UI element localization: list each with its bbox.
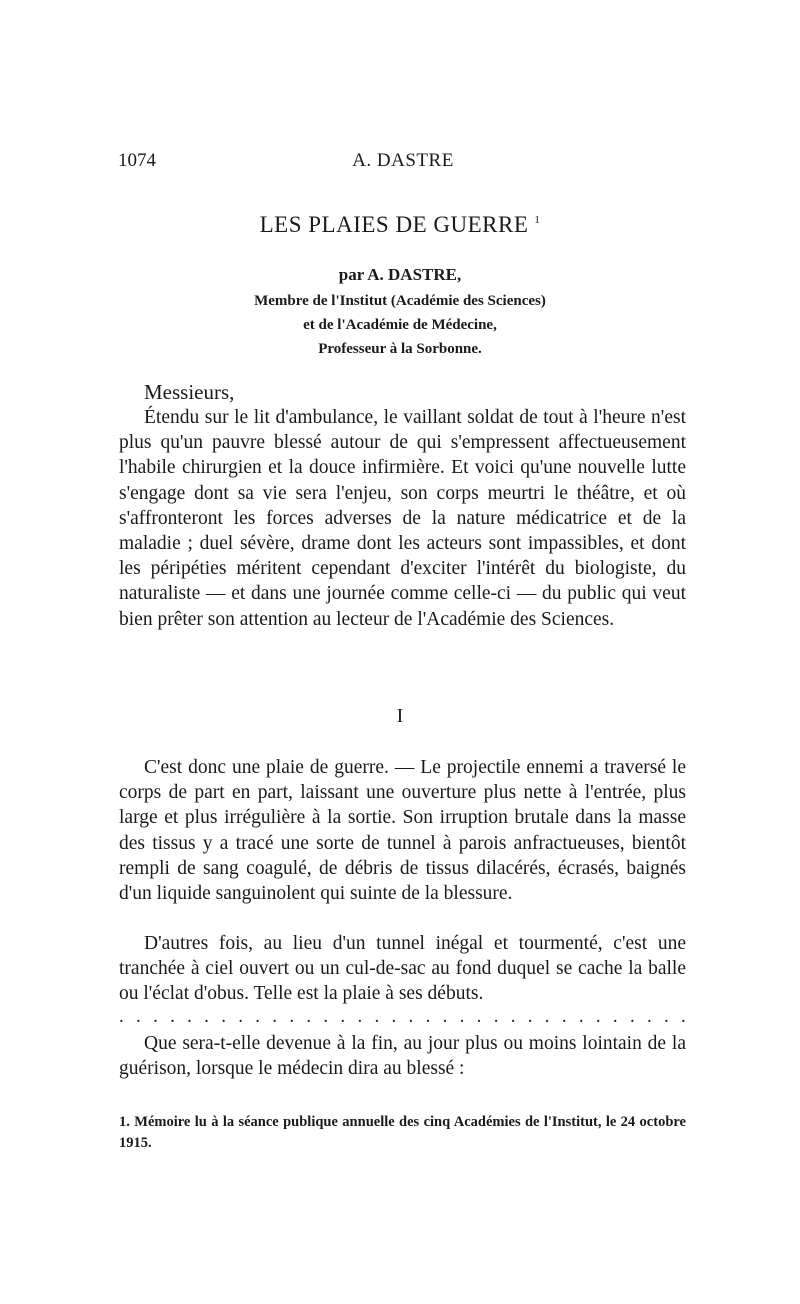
article-title-text: LES PLAIES DE GUERRE	[259, 212, 529, 237]
paragraph-question: Que sera-t-elle devenue à la fin, au jour plus ou moins lointain de la guérison, lorsque le médecin dira au blessé :	[119, 1033, 686, 1080]
running-head: A. DASTRE	[352, 150, 454, 171]
affiliation-line-1: Membre de l'Institut (Académie des Sciences)	[254, 293, 546, 309]
footnote	[119, 1112, 686, 1154]
title-footnote-mark: 1	[534, 214, 541, 227]
page-number: 1074	[118, 150, 156, 171]
article-title	[0, 212, 800, 238]
byline: par A. DASTRE,	[338, 265, 462, 284]
dotted-separator: . . . . . . . . . . . . . . . . . . . . . . . . . . . . . . . . . .	[119, 1006, 686, 1027]
paragraph-intro: Étendu sur le lit d'ambulance, le vaillant soldat de tout à l'heure n'est plus qu'un pauvre blessé autour de qui s'empressent affectueusement l'habile chirurgien et la douce infirmière. Et voici qu'une nouvelle lutte s'engage dont sa vie sera l'enjeu, son corps meurtri le théâtre, et où s'affronteront les forces adverses de la nature médicatrice et de la maladie ; duel sévère, drame dont les acteurs sont impassibles, et dont les péripéties méritent cependant d'exciter l'intérêt du biologiste, du naturaliste — et dans une journée comme celle-ci — du public qui veut bien prêter son attention au lecteur de l'Académie des Sciences.	[119, 407, 686, 630]
page-header	[118, 150, 688, 174]
paragraph-wound: C'est donc une plaie de guerre. — Le projectile ennemi a traversé le corps de part en part, laissant une ouverture plus nette à l'entrée, plus large et plus irrégulière à la sortie. Son irruption brutale dans la masse des tissus y a tracé une sorte de tunnel à parois anfractueuses, bientôt rempli de sang coagulé, de débris de tissus dilacérés, écrasés, baignés d'un liquide sanguinolent qui suinte de la blessure.	[119, 757, 686, 905]
salutation: Messieurs,	[144, 380, 235, 404]
affiliation-line-2: et de l'Académie de Médecine,	[303, 317, 497, 333]
affiliation-line-3: Professeur à la Sorbonne.	[318, 341, 482, 357]
paragraph-other: D'autres fois, au lieu d'un tunnel inégal et tourmenté, c'est une tranchée à ciel ouvert ou un cul-de-sac au fond duquel se cache la balle ou l'éclat d'obus. Telle est la plaie à ses débuts.	[119, 933, 686, 1005]
section-number: I	[396, 705, 404, 727]
footnote-text: 1. Mémoire lu à la séance publique annuelle des cinq Académies de l'Institut, le 24 octobre 1915.	[119, 1114, 686, 1151]
